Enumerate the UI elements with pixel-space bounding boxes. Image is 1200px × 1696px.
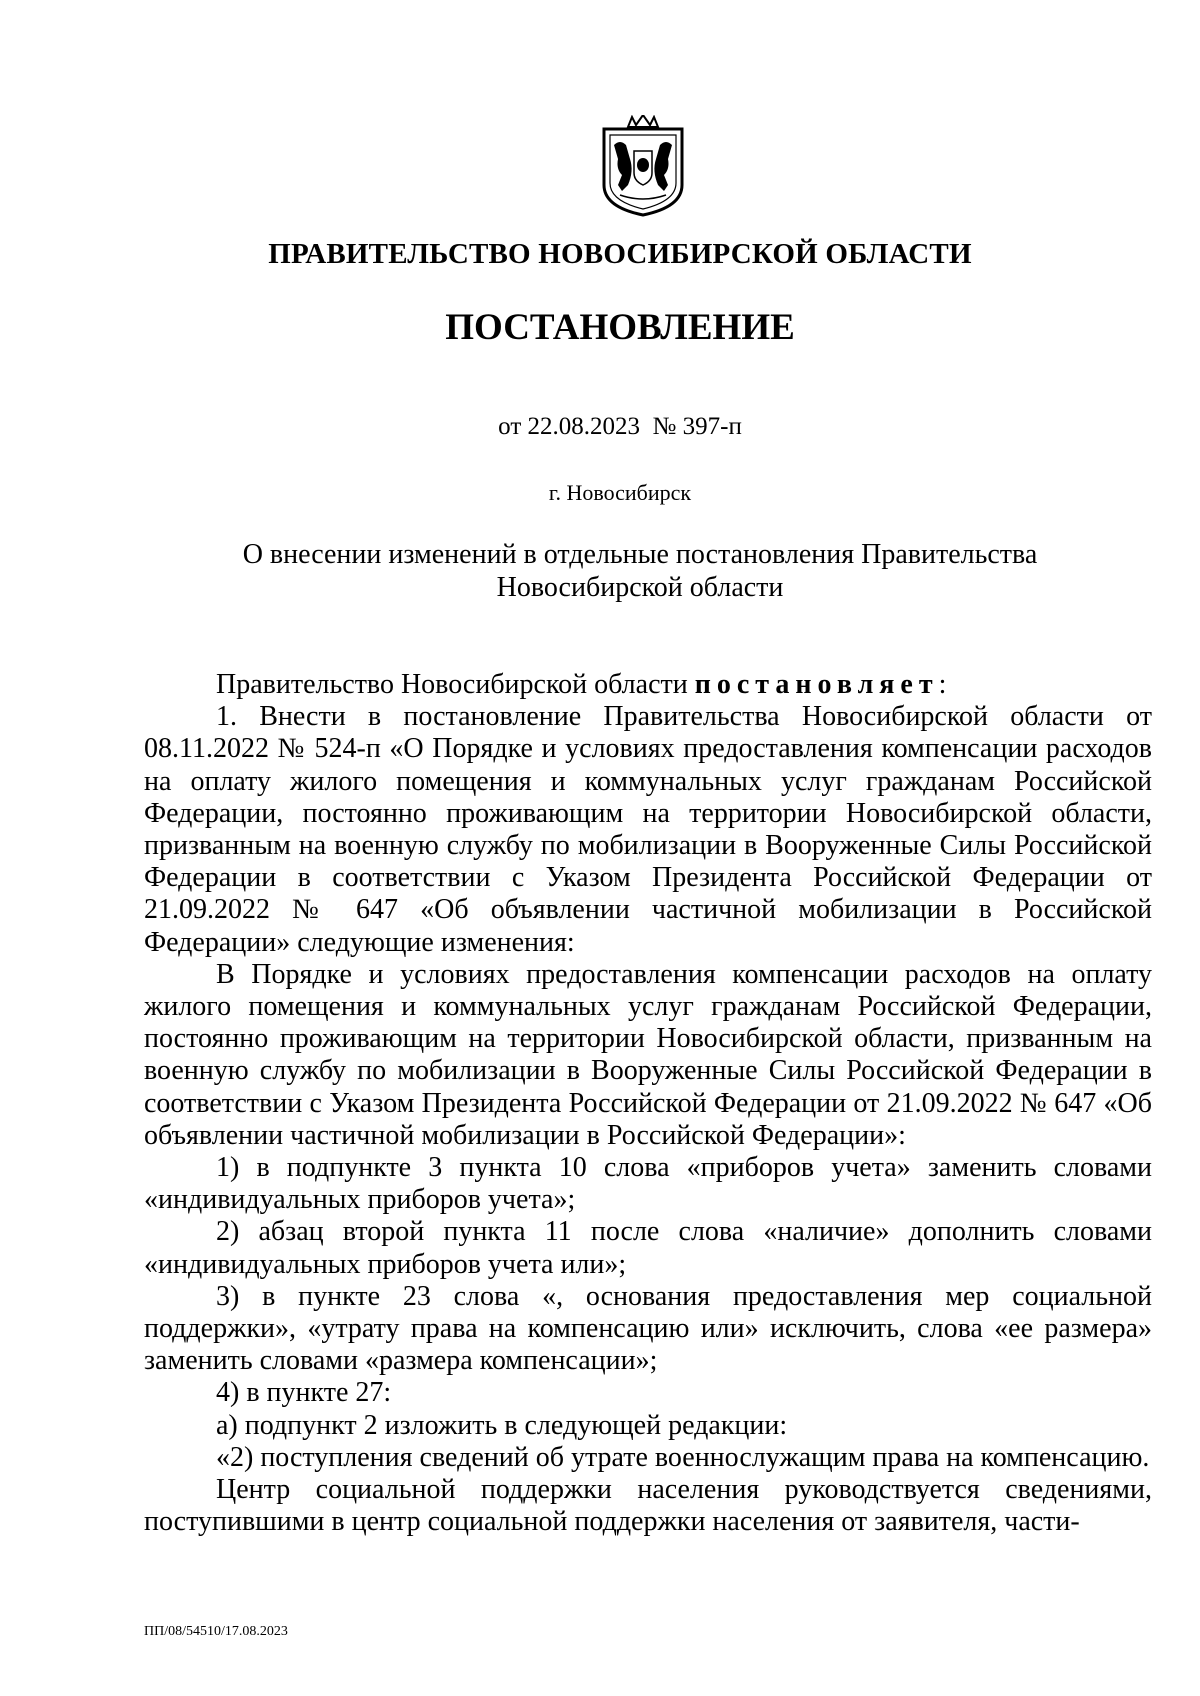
item-2: 2) абзац второй пункта 11 после слова «наличие» дополнить словами «индивидуальных приборов учета или»; xyxy=(144,1216,1152,1280)
coat-of-arms-icon xyxy=(600,115,686,217)
subject-line-1: О внесении изменений в отдельные постановления Правительства xyxy=(242,539,1038,570)
resolves-keyword: постановляет xyxy=(694,669,939,700)
paragraph-continuation: Центр социальной поддержки населения руководствуется сведениями, поступившими в центр социальной поддержки населения от заявителя, части- xyxy=(144,1474,1152,1538)
document-body xyxy=(144,669,1152,1538)
subitem-a: а) подпункт 2 изложить в следующей редакции: xyxy=(216,1409,788,1441)
item-3: 3) в пункте 23 слова «, основания предоставления мер социальной поддержки», «утрату права на компенсацию или» исключить, слова «ее размера» заменить словами «размера компенсации»; xyxy=(144,1280,1152,1377)
paragraph-2: В Порядке и условиях предоставления компенсации расходов на оплату жилого помещения и коммунальных услуг гражданам Российской Федерации, постоянно проживающим на территории Новосибирской области, призванным на военную службу по мобилизации в Вооруженные Силы Российской Федерации в соответствии с Указом Президента Российской Федерации от 21.09.2022 № 647 «Об объявлении частичной мобилизации в Российской Федерации»: xyxy=(144,958,1152,1151)
quoted-subitem-2: «2) поступления сведений об утрате военнослужащим права на компенсацию. xyxy=(216,1441,1150,1473)
item-4: 4) в пункте 27: xyxy=(216,1377,392,1409)
subject-line-2: Новосибирской области xyxy=(496,572,784,603)
issuing-authority: ПРАВИТЕЛЬСТВО НОВОСИБИРСКОЙ ОБЛАСТИ xyxy=(268,238,972,270)
document-type-title: ПОСТАНОВЛЕНИЕ xyxy=(445,307,795,348)
date-and-number: от 22.08.2023 № 397-п xyxy=(498,413,742,440)
document-code: ПП/08/54510/17.08.2023 xyxy=(144,1624,288,1639)
intro-prefix: Правительство Новосибирской области xyxy=(216,669,695,700)
paragraph-1: 1. Внести в постановление Правительства Новосибирской области от 08.11.2022 № 524-п «О Порядке и условиях предоставления компенсации расходов на оплату жилого помещения и коммунальных услуг гражданам Российской Федерации, постоянно проживающим на территории Новосибирской области, призванным на военную службу по мобилизации в Вооруженные Силы Российской Федерации в соответствии с Указом Президента Российской Федерации от 21.09.2022 № 647 «Об объявлении частичной мобилизации в Российской Федерации» следующие изменения: xyxy=(144,701,1152,958)
document-subject xyxy=(200,538,1080,604)
resolution-intro xyxy=(144,669,1152,701)
intro-suffix: : xyxy=(938,669,947,700)
place-of-issue: г. Новосибирск xyxy=(548,480,692,505)
item-1: 1) в подпункте 3 пункта 10 слова «приборов учета» заменить словами «индивидуальных приборов учета»; xyxy=(144,1152,1152,1216)
